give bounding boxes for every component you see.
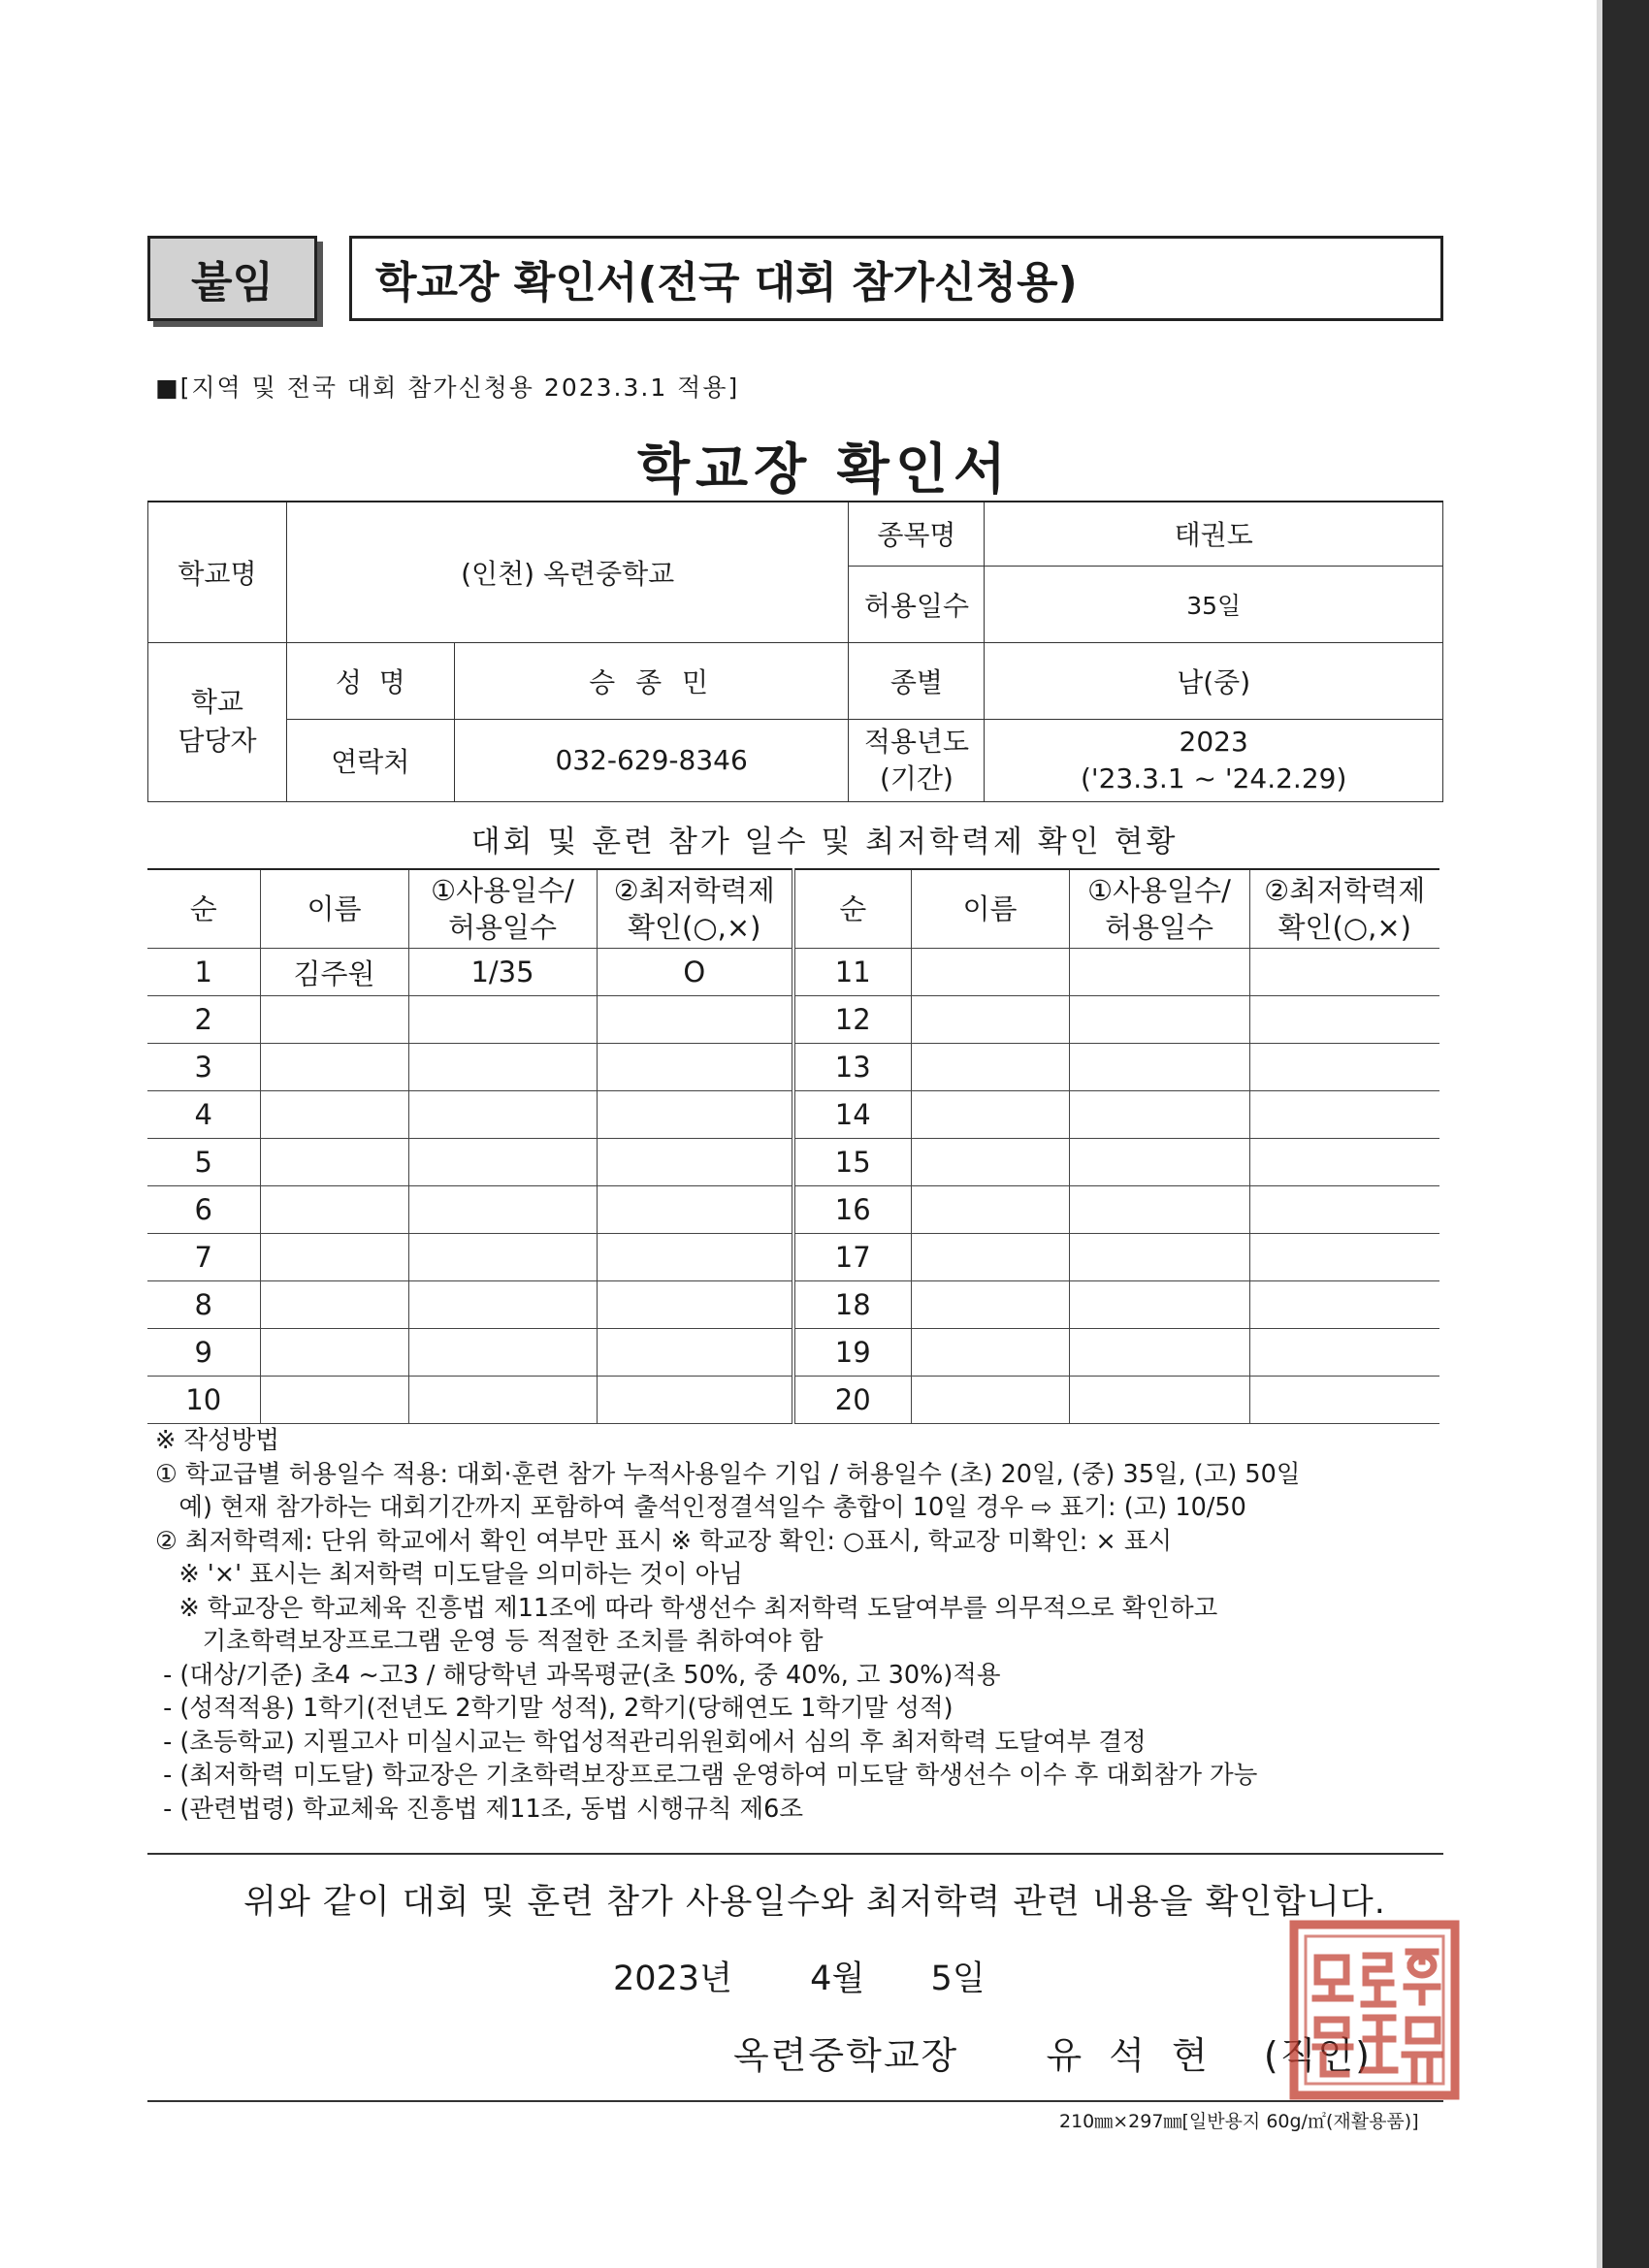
grid-cell-days2 <box>1069 1139 1249 1186</box>
grid-header-1: 이름 <box>260 869 408 949</box>
grid-cell-name1 <box>260 996 408 1044</box>
instruction-line: ② 최저학력제: 단위 학교에서 확인 여부만 표시 ※ 학교장 확인: ○표시, 학교장 미확인: × 표시 <box>155 1526 1173 1556</box>
grid-cell-days1: 1/35 <box>408 949 597 996</box>
table-row <box>147 1139 1439 1186</box>
table-row <box>147 1044 1439 1091</box>
header-title: 학교장 확인서(전국 대회 참가신청용) <box>349 236 1443 321</box>
scan-edge-shadow <box>1597 0 1602 2268</box>
table-row <box>147 1281 1439 1329</box>
instruction-line: - (최저학력 미도달) 학교장은 기초학력보장프로그램 운영하여 미도달 학생선수 이수 후 대회참가 가능 <box>155 1761 1258 1790</box>
grid-cell-check1 <box>597 1091 793 1139</box>
grid-cell-check2 <box>1249 949 1439 996</box>
instruction-line: - (초등학교) 지필고사 미실시교는 학업성적관리위원회에서 심의 후 최저학력 도달여부 결정 <box>155 1727 1147 1757</box>
table-row <box>147 1377 1439 1424</box>
grid-header-4: 순 <box>793 869 911 949</box>
principal-signature <box>733 2025 1372 2079</box>
date-year: 2023년 <box>613 1960 732 1998</box>
grid-cell-name2 <box>911 1091 1069 1139</box>
instruction-line: - (대상/기준) 초4 ~고3 / 해당학년 과목평균(초 50%, 중 40%, 고 30%)적용 <box>155 1660 1001 1690</box>
grid-cell-check2 <box>1249 1234 1439 1281</box>
attachment-badge: 붙임 <box>147 236 317 321</box>
grid-cell-days1 <box>408 996 597 1044</box>
divider-top <box>147 1853 1443 1855</box>
grid-cell-days1 <box>408 1281 597 1329</box>
table-row <box>147 949 1439 996</box>
grid-cell-days2 <box>1069 1377 1249 1424</box>
school-label: 학교명 <box>148 502 287 642</box>
grid-cell-check2 <box>1249 1186 1439 1234</box>
date-month: 4월 <box>810 1960 865 1998</box>
grid-cell-name1 <box>260 1281 408 1329</box>
grid-cell-n1: 1 <box>147 949 260 996</box>
grid-cell-check2 <box>1249 1139 1439 1186</box>
table-row <box>147 1329 1439 1377</box>
table-row <box>147 1234 1439 1281</box>
grid-cell-days2 <box>1069 996 1249 1044</box>
participation-grid <box>147 868 1439 1424</box>
grid-cell-name1 <box>260 1139 408 1186</box>
grid-cell-n2: 12 <box>793 996 911 1044</box>
grid-cell-n2: 14 <box>793 1091 911 1139</box>
grid-cell-days1 <box>408 1044 597 1091</box>
grid-cell-n2: 17 <box>793 1234 911 1281</box>
grid-cell-check1 <box>597 1186 793 1234</box>
grid-cell-name1 <box>260 1186 408 1234</box>
grid-cell-n2: 18 <box>793 1281 911 1329</box>
grid-cell-name1 <box>260 1044 408 1091</box>
info-table <box>147 501 1443 802</box>
grid-cell-days2 <box>1069 1186 1249 1234</box>
grid-cell-n1: 2 <box>147 996 260 1044</box>
seal-note: (직인) <box>1263 2034 1372 2077</box>
instruction-line: 기초학력보장프로그램 운영 등 적절한 조치를 취하여야 함 <box>155 1627 824 1656</box>
grid-cell-check2 <box>1249 1091 1439 1139</box>
confirmation-text: 위와 같이 대회 및 훈련 참가 사용일수와 최저학력 관련 내용을 확인합니다. <box>243 1883 1386 1922</box>
grid-cell-days1 <box>408 1329 597 1377</box>
grid-cell-n1: 9 <box>147 1329 260 1377</box>
grid-cell-check2 <box>1249 1329 1439 1377</box>
grid-cell-n2: 11 <box>793 949 911 996</box>
instructions <box>155 1424 1301 1826</box>
paper-spec-footer: 210㎜×297㎜[일반용지 60g/㎡(재활용품)] <box>1059 2111 1419 2132</box>
gender-value: 남(중) <box>985 642 1443 719</box>
grid-header-6: ①사용일수/ 허용일수 <box>1069 869 1249 949</box>
grid-cell-name1 <box>260 1377 408 1424</box>
document-title: 학교장 확인서 <box>636 438 1013 502</box>
section-title: 대회 및 훈련 참가 일수 및 최저학력제 확인 현황 <box>470 825 1179 859</box>
grid-cell-name2 <box>911 1044 1069 1091</box>
grid-cell-check1 <box>597 1044 793 1091</box>
grid-cell-n2: 15 <box>793 1139 911 1186</box>
grid-header-2: ①사용일수/ 허용일수 <box>408 869 597 949</box>
grid-cell-days2 <box>1069 949 1249 996</box>
grid-cell-check1 <box>597 1139 793 1186</box>
notice-line: ■[지역 및 전국 대회 참가신청용 2023.3.1 적용] <box>155 373 740 402</box>
grid-cell-check2 <box>1249 1377 1439 1424</box>
grid-cell-check2 <box>1249 1044 1439 1091</box>
grid-cell-days2 <box>1069 1234 1249 1281</box>
grid-cell-n2: 13 <box>793 1044 911 1091</box>
grid-cell-check1 <box>597 1329 793 1377</box>
instruction-line: 예) 현재 참가하는 대회기간까지 포함하여 출석인정결석일수 총합이 10일 경우 ⇨ 표기: (고) 10/50 <box>155 1493 1246 1522</box>
grid-cell-check2 <box>1249 1281 1439 1329</box>
year-label: 적용년도 (기간) <box>849 719 985 801</box>
grid-cell-name2 <box>911 1139 1069 1186</box>
grid-cell-name2 <box>911 1377 1069 1424</box>
allowed-days-value: 35일 <box>985 566 1443 642</box>
grid-cell-check1: O <box>597 949 793 996</box>
grid-cell-check1 <box>597 996 793 1044</box>
scan-edge <box>1602 0 1649 2268</box>
grid-cell-days2 <box>1069 1329 1249 1377</box>
grid-cell-days1 <box>408 1377 597 1424</box>
grid-cell-days1 <box>408 1139 597 1186</box>
grid-cell-name2 <box>911 1234 1069 1281</box>
grid-cell-check1 <box>597 1234 793 1281</box>
divider-bottom <box>147 2100 1443 2102</box>
grid-cell-n2: 19 <box>793 1329 911 1377</box>
instruction-line: ※ 학교장은 학교체육 진흥법 제11조에 따라 학생선수 최저학력 도달여부를 의무적으로 확인하고 <box>155 1593 1218 1623</box>
phone-value: 032-629-8346 <box>454 719 849 801</box>
grid-cell-name1 <box>260 1091 408 1139</box>
school-value: (인천) 옥련중학교 <box>286 502 849 642</box>
date-day: 5일 <box>930 1960 986 1998</box>
grid-cell-n1: 8 <box>147 1281 260 1329</box>
official-seal <box>1288 1919 1461 2101</box>
allowed-days-label: 허용일수 <box>849 566 985 642</box>
sport-label: 종목명 <box>849 502 985 566</box>
name-value: 승 종 민 <box>454 642 849 719</box>
grid-cell-n2: 20 <box>793 1377 911 1424</box>
principal-name: 유 석 현 <box>1046 2034 1215 2077</box>
sport-value: 태권도 <box>985 502 1443 566</box>
grid-header-3: ②최저학력제 확인(○,×) <box>597 869 793 949</box>
grid-header-5: 이름 <box>911 869 1069 949</box>
grid-cell-check1 <box>597 1377 793 1424</box>
grid-cell-n1: 4 <box>147 1091 260 1139</box>
name-label: 성 명 <box>286 642 454 719</box>
grid-cell-days1 <box>408 1234 597 1281</box>
grid-cell-name2 <box>911 949 1069 996</box>
grid-header-0: 순 <box>147 869 260 949</box>
grid-cell-days1 <box>408 1091 597 1139</box>
grid-cell-n1: 5 <box>147 1139 260 1186</box>
table-row <box>147 1186 1439 1234</box>
grid-cell-n1: 7 <box>147 1234 260 1281</box>
table-row <box>147 996 1439 1044</box>
grid-cell-name1 <box>260 1329 408 1377</box>
signature-date <box>613 1952 986 2000</box>
grid-cell-name2 <box>911 1186 1069 1234</box>
grid-cell-n1: 6 <box>147 1186 260 1234</box>
instruction-line: ※ '×' 표시는 최저학력 미도달을 의미하는 것이 아님 <box>155 1560 743 1589</box>
grid-cell-name1 <box>260 1234 408 1281</box>
grid-cell-days2 <box>1069 1281 1249 1329</box>
grid-cell-check2 <box>1249 996 1439 1044</box>
year-cell <box>985 719 1443 801</box>
grid-cell-days2 <box>1069 1044 1249 1091</box>
contact-person-label: 학교 담당자 <box>148 642 287 801</box>
grid-cell-name1: 김주원 <box>260 949 408 996</box>
instruction-line: - (관련법령) 학교체육 진흥법 제11조, 동법 시행규칙 제6조 <box>155 1794 804 1824</box>
instruction-line: ① 학교급별 허용일수 적용: 대회·훈련 참가 누적사용일수 기입 / 허용일수 (초) 20일, (중) 35일, (고) 50일 <box>155 1459 1301 1489</box>
table-row <box>147 1091 1439 1139</box>
grid-cell-name2 <box>911 1281 1069 1329</box>
year-value: 2023 <box>1179 725 1248 758</box>
phone-label: 연락처 <box>286 719 454 801</box>
grid-cell-name2 <box>911 1329 1069 1377</box>
year-period: ('23.3.1 ~ '24.2.29) <box>1080 761 1347 794</box>
instruction-line: - (성적적용) 1학기(전년도 2학기말 성적), 2학기(당해연도 1학기말 성적) <box>155 1694 954 1723</box>
grid-header-7: ②최저학력제 확인(○,×) <box>1249 869 1439 949</box>
grid-cell-n2: 16 <box>793 1186 911 1234</box>
grid-cell-n1: 10 <box>147 1377 260 1424</box>
grid-cell-check1 <box>597 1281 793 1329</box>
grid-cell-name2 <box>911 996 1069 1044</box>
principal-title: 옥련중학교장 <box>733 2034 959 2077</box>
grid-cell-days1 <box>408 1186 597 1234</box>
grid-cell-n1: 3 <box>147 1044 260 1091</box>
gender-label: 종별 <box>849 642 985 719</box>
grid-cell-days2 <box>1069 1091 1249 1139</box>
instruction-line: ※ 작성방법 <box>155 1426 280 1455</box>
